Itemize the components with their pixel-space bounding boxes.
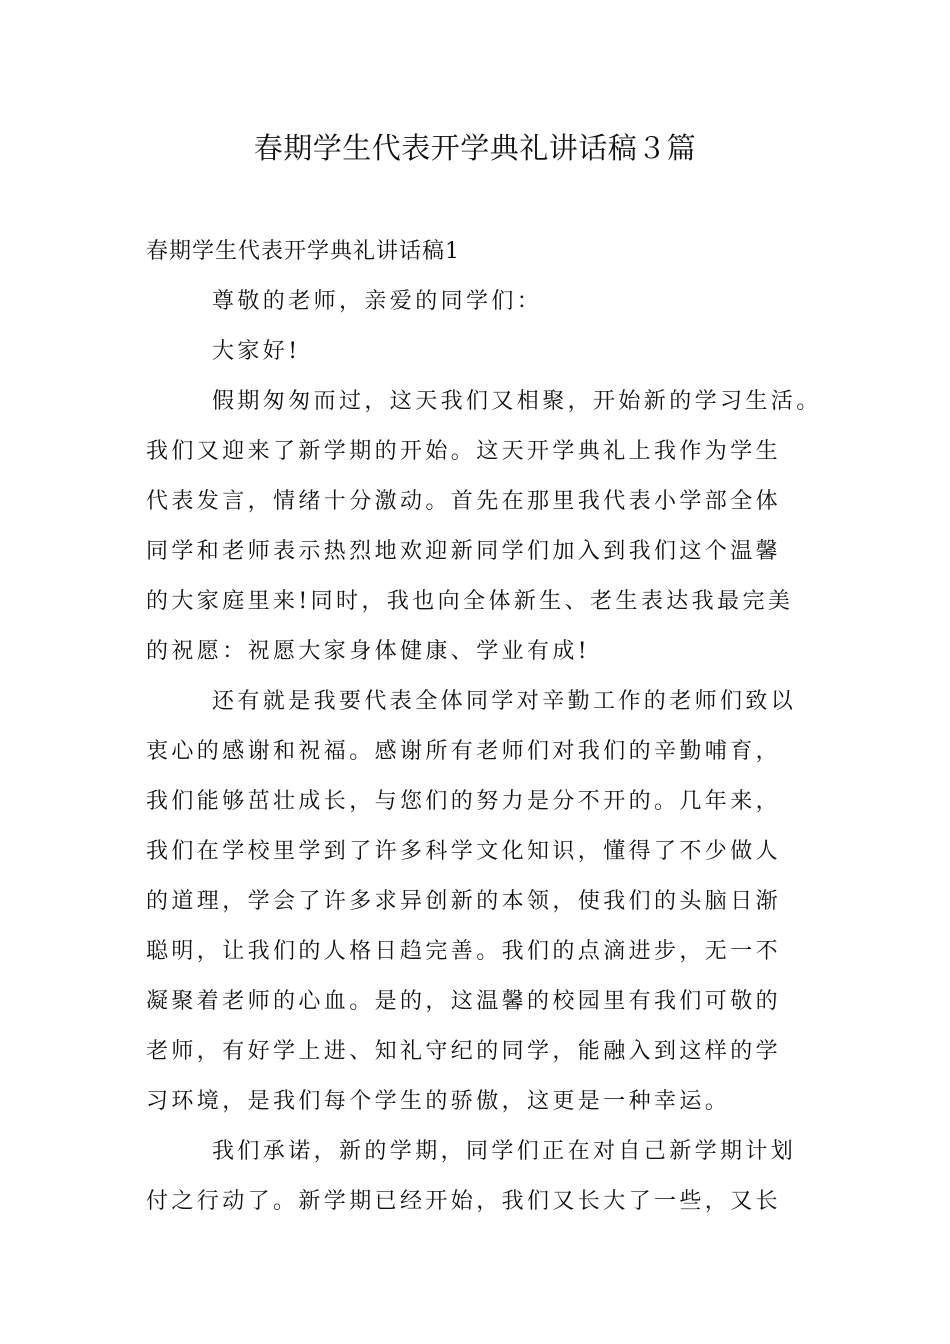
- text-line: 的祝愿：祝愿大家身体健康、学业有成!: [146, 639, 591, 664]
- text-line: 尊敬的老师，亲爱的同学们：: [212, 289, 543, 314]
- text-line: 我们在学校里学到了许多科学文化知识，懂得了不少做人: [146, 839, 782, 864]
- document-title: 春期学生代表开学典礼讲话稿３篇: [253, 131, 697, 165]
- text-line: 我们又迎来了新学期的开始。这天开学典礼上我作为学生: [146, 439, 782, 464]
- text-line: 的大家庭里来!同时，我也向全体新生、老生表达我最完美: [146, 589, 794, 614]
- text-line: 还有就是我要代表全体同学对辛勤工作的老师们致以: [212, 689, 797, 714]
- text-line: 同学和老师表示热烈地欢迎新同学们加入到我们这个温馨: [146, 539, 782, 564]
- text-line: 凝聚着老师的心血。是的，这温馨的校园里有我们可敬的: [146, 989, 782, 1014]
- text-line: 习环境，是我们每个学生的骄傲，这更是一种幸运。: [146, 1089, 731, 1114]
- text-line: 的道理，学会了许多求异创新的本领，使我们的头脑日渐: [146, 889, 782, 914]
- text-line: 我们承诺，新的学期，同学们正在对自己新学期计划: [212, 1139, 797, 1164]
- text-line: 聪明，让我们的人格日趋完善。我们的点滴进步，无一不: [146, 939, 782, 964]
- text-line: 我们能够茁壮成长，与您们的努力是分不开的。几年来，: [146, 789, 782, 814]
- text-line: 假期匆匆而过，这天我们又相聚，开始新的学习生活。: [212, 389, 822, 414]
- text-line: 老师，有好学上进、知礼守纪的同学，能融入到这样的学: [146, 1039, 782, 1064]
- text-line: 付之行动了。新学期已经开始，我们又长大了一些，又长: [146, 1189, 782, 1214]
- text-line: 衷心的感谢和祝福。感谢所有老师们对我们的辛勤哺育，: [146, 739, 782, 764]
- section-heading: 春期学生代表开学典礼讲话稿1: [146, 239, 460, 264]
- text-line: 大家好!: [212, 339, 301, 364]
- text-line: 代表发言，情绪十分激动。首先在那里我代表小学部全体: [146, 489, 782, 514]
